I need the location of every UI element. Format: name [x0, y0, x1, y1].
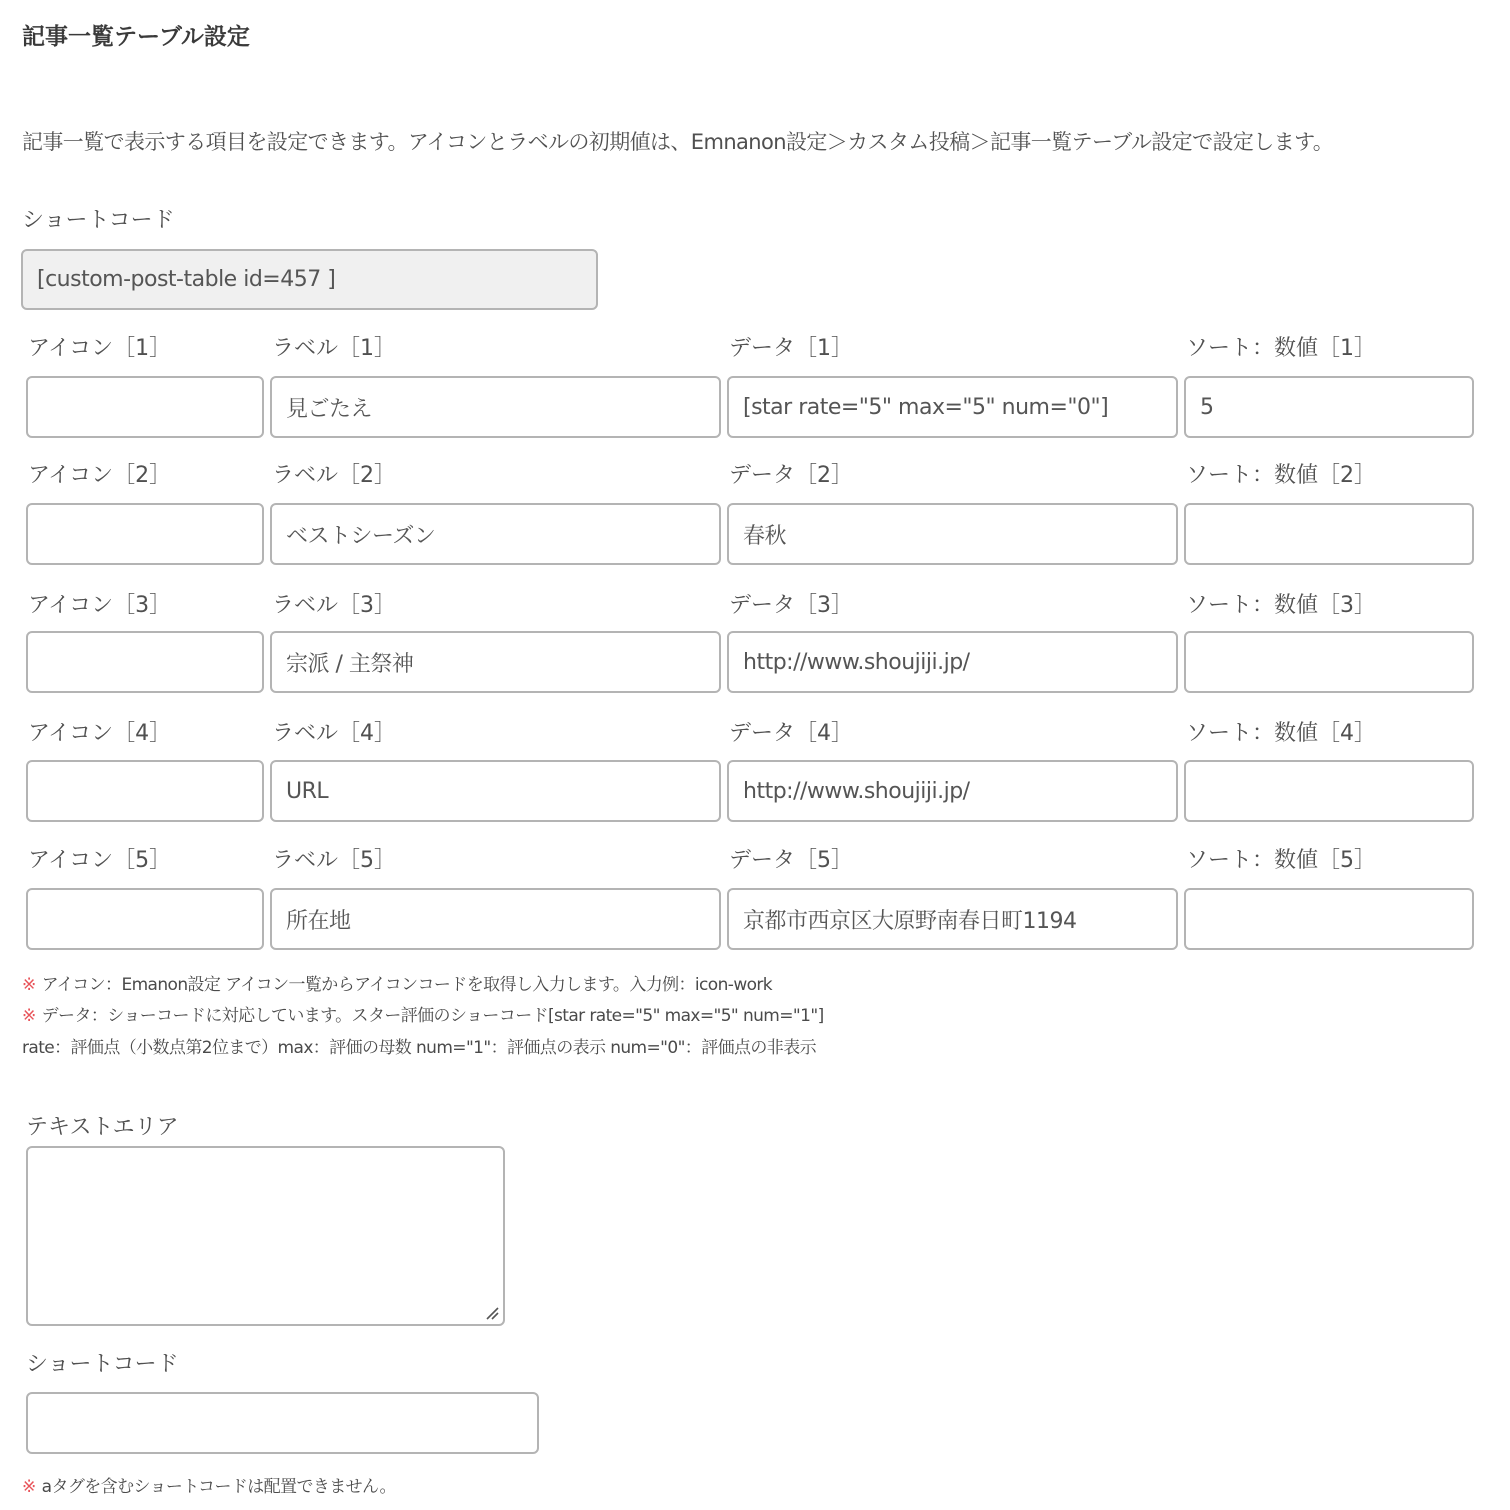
- data-input[interactable]: [727, 376, 1178, 438]
- data-input[interactable]: [727, 760, 1178, 822]
- page-title: 記事一覧テーブル設定: [22, 24, 250, 50]
- rate-note: rate：評価点（小数点第2位まで）max：評価の母数 num="1"：評価点の表示 num="0"：評価点の非表示: [22, 1038, 817, 1058]
- data-label: データ［2］: [729, 463, 853, 488]
- icon-label: アイコン［5］: [28, 848, 172, 873]
- shortcode-note: [22, 1472, 396, 1497]
- note-mark: ※: [22, 1006, 36, 1026]
- label-label: ラベル［2］: [272, 463, 396, 488]
- icon-input[interactable]: [26, 376, 264, 438]
- shortcode-note-text: aタグを含むショートコードは配置できません。: [41, 1477, 396, 1497]
- icon-input[interactable]: [26, 888, 264, 950]
- data-input-value: http://www.shoujiji.jp/: [743, 778, 970, 804]
- label-input-value: ベストシーズン: [286, 523, 436, 549]
- label-input-value: 所在地: [286, 908, 351, 934]
- page-description: 記事一覧で表示する項目を設定できます。アイコンとラベルの初期値は、Emnanon設定＞カスタム投稿＞記事一覧テーブル設定で設定します。: [22, 130, 1334, 154]
- sort-label: ソート：数値［3］: [1186, 593, 1376, 618]
- label-input-value: URL: [286, 778, 329, 804]
- icon-note: [22, 970, 772, 995]
- label-input[interactable]: [270, 888, 721, 950]
- shortcode-bottom-label: ショートコード: [26, 1352, 179, 1377]
- icon-label: アイコン［2］: [28, 463, 172, 488]
- label-label: ラベル［5］: [272, 848, 396, 873]
- data-input-value: http://www.shoujiji.jp/: [743, 649, 970, 675]
- data-input[interactable]: [727, 888, 1178, 950]
- data-label: データ［3］: [729, 593, 853, 618]
- resize-handle-icon[interactable]: [485, 1306, 499, 1320]
- data-input[interactable]: [727, 631, 1178, 693]
- sort-label: ソート：数値［1］: [1186, 336, 1376, 361]
- note-mark: ※: [22, 975, 36, 995]
- data-label: データ［5］: [729, 848, 853, 873]
- icon-note-text: アイコン：Emanon設定 アイコン一覧からアイコンコードを取得し入力します。入力例：icon-work: [41, 975, 773, 995]
- label-label: ラベル［3］: [272, 593, 396, 618]
- data-label: データ［4］: [729, 721, 853, 746]
- icon-input[interactable]: [26, 503, 264, 565]
- label-label: ラベル［1］: [272, 336, 396, 361]
- data-input-value: 春秋: [743, 523, 787, 549]
- data-input-value: [star rate="5" max="5" num="0"]: [743, 394, 1109, 420]
- textarea-label: テキストエリア: [26, 1115, 179, 1140]
- icon-input[interactable]: [26, 760, 264, 822]
- sort-label: ソート：数値［4］: [1186, 721, 1376, 746]
- shortcode-input[interactable]: [26, 1392, 539, 1454]
- shortcode-readonly-field[interactable]: [21, 249, 598, 310]
- icon-input[interactable]: [26, 631, 264, 693]
- sort-label: ソート：数値［2］: [1186, 463, 1376, 488]
- label-label: ラベル［4］: [272, 721, 396, 746]
- note-mark: ※: [22, 1477, 36, 1497]
- icon-label: アイコン［3］: [28, 593, 172, 618]
- sort-input[interactable]: [1184, 631, 1474, 693]
- data-input[interactable]: [727, 503, 1178, 565]
- shortcode-value: [custom-post-table id=457 ]: [37, 267, 336, 292]
- label-input-value: 見ごたえ: [286, 396, 373, 422]
- icon-label: アイコン［4］: [28, 721, 172, 746]
- label-input[interactable]: [270, 376, 721, 438]
- sort-label: ソート：数値［5］: [1186, 848, 1376, 873]
- label-input-value: 宗派 / 主祭神: [286, 651, 414, 677]
- data-label: データ［1］: [729, 336, 853, 361]
- label-input[interactable]: [270, 631, 721, 693]
- data-input-value: 京都市西京区大原野南春日町1194: [743, 908, 1077, 934]
- sort-input[interactable]: [1184, 760, 1474, 822]
- shortcode-label: ショートコード: [22, 208, 175, 233]
- icon-label: アイコン［1］: [28, 336, 172, 361]
- label-input[interactable]: [270, 760, 721, 822]
- sort-input-value: 5: [1200, 394, 1214, 420]
- sort-input[interactable]: [1184, 503, 1474, 565]
- sort-input[interactable]: [1184, 376, 1474, 438]
- textarea-field[interactable]: [26, 1146, 505, 1326]
- label-input[interactable]: [270, 503, 721, 565]
- data-note: [22, 1001, 824, 1026]
- sort-input[interactable]: [1184, 888, 1474, 950]
- data-note-text: データ：ショーコードに対応しています。スター評価のショーコード[star rate="5" max="5" num="1"]: [41, 1006, 824, 1026]
